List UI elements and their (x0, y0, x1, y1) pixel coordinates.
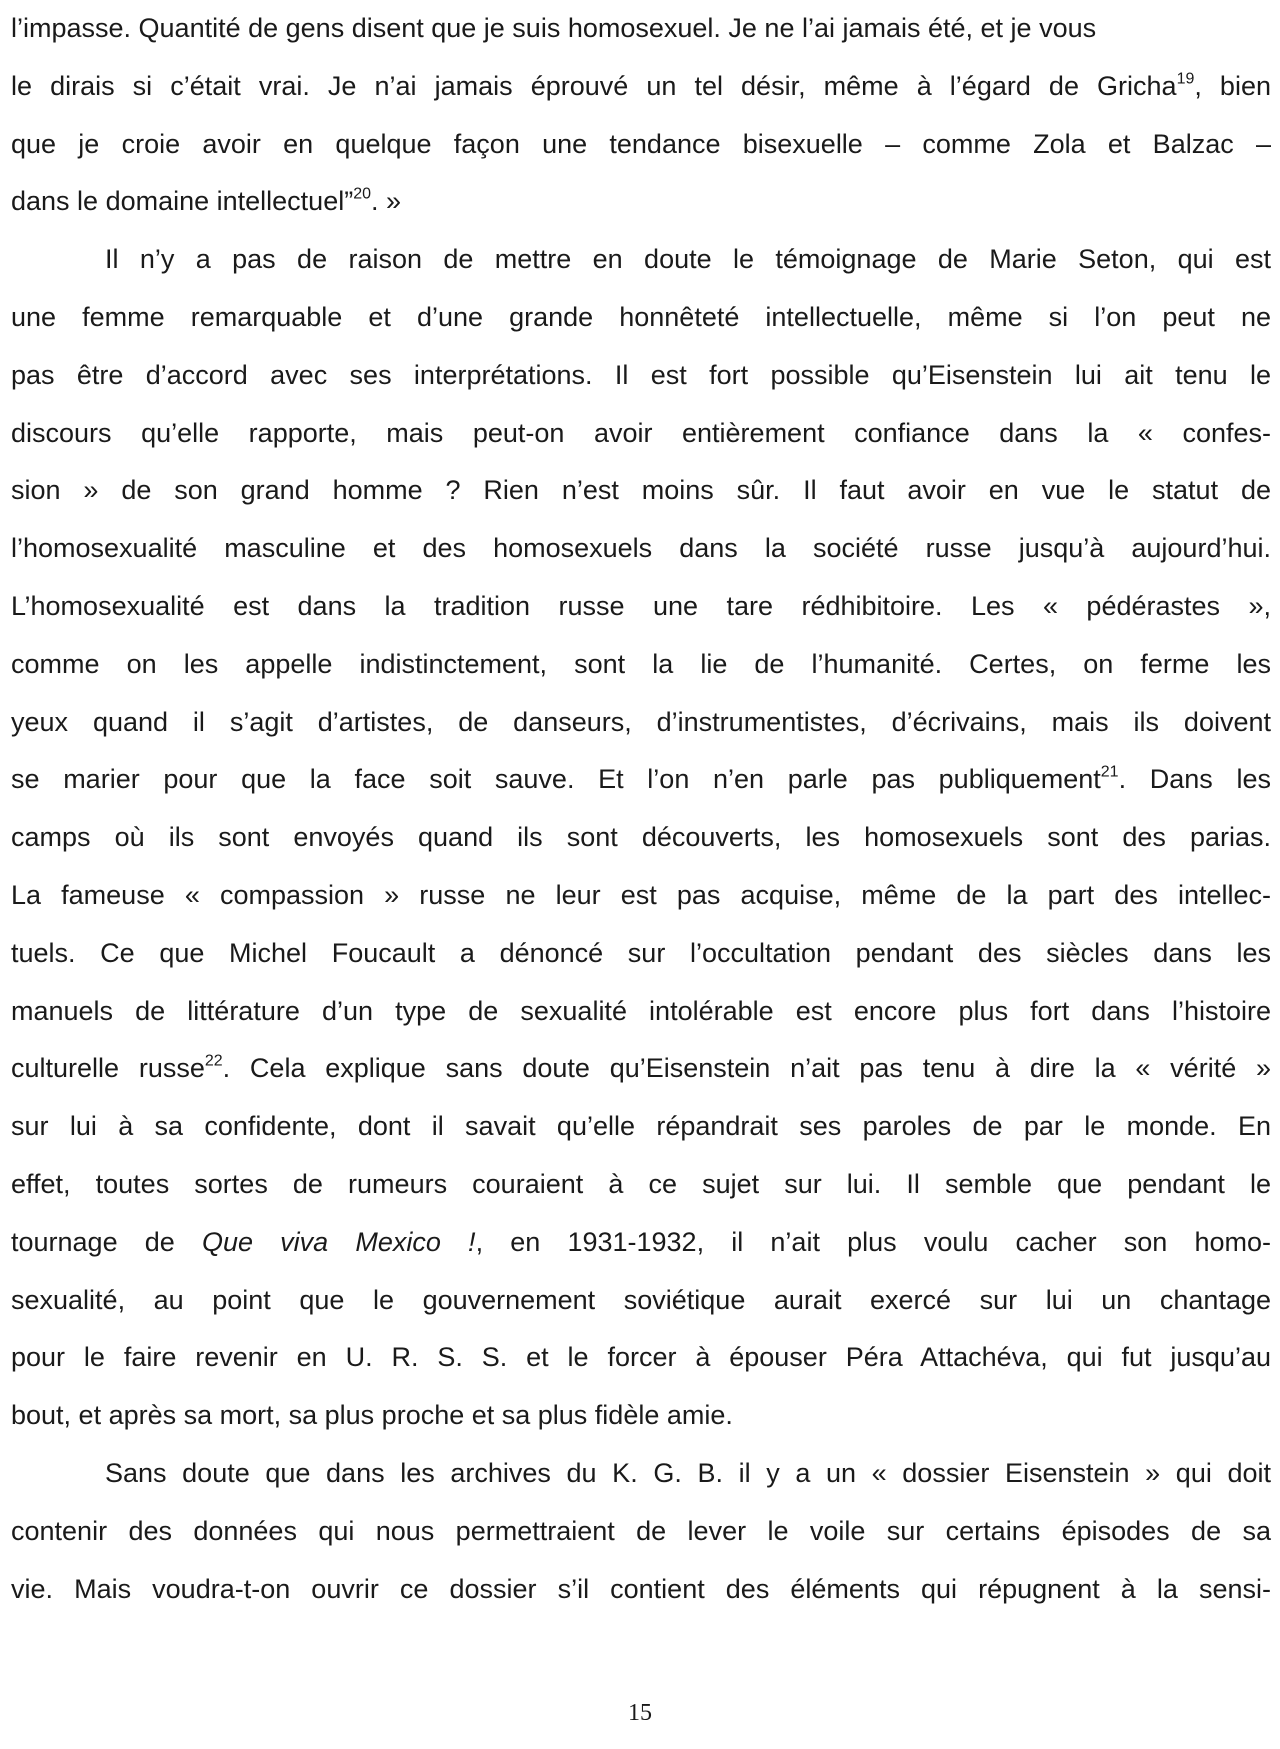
text-line (11, 289, 1271, 347)
text-line (11, 1156, 1271, 1214)
text-line-content: Il n’y a pas de raison de mettre en doute le témoignage de Marie Seton, qui est (105, 244, 1271, 275)
text-line-content: vie. Mais voudra-t-on ouvrir ce dossier s’il contient des éléments qui répugnent à la sensi- (11, 1573, 1271, 1604)
text-line (11, 1329, 1271, 1387)
text-line-content: dans le domaine intellectuel” (11, 186, 354, 217)
text-line (11, 520, 1271, 578)
footnote-ref: 22 (204, 1052, 223, 1070)
text-line-content: culturelle russe (11, 1053, 205, 1084)
text-line (11, 462, 1271, 520)
text-line-content: comme on les appelle indistinctement, sont la lie de l’humanité. Certes, on ferme les (11, 648, 1271, 679)
text-line-continuation: , bien (1194, 70, 1271, 101)
text-line (11, 0, 1271, 58)
italic-title: Que viva Mexico ! (201, 1226, 476, 1257)
text-line-content: sexualité, au point que le gouvernement soviétique aurait exercé sur lui un chantage (11, 1284, 1271, 1315)
text-line-continuation: . Cela explique sans doute qu’Eisenstein n’ait pas tenu à dire la « vérité » (222, 1053, 1271, 1084)
text-line-content: effet, toutes sortes de rumeurs couraient à ce sujet sur lui. Il semble que pendant le (11, 1168, 1271, 1199)
text-line-content: camps où ils sont envoyés quand ils sont découverts, les homosexuels sont des parias. (11, 822, 1271, 853)
text-line-continuation: . Dans les (1118, 764, 1271, 795)
text-line-content: L’homosexualité est dans la tradition russe une tare rédhibitoire. Les « pédérastes », (11, 590, 1271, 621)
text-line-content: que je croie avoir en quelque façon une tendance bisexuelle – comme Zola et Balzac – (11, 128, 1271, 159)
page-number: 15 (628, 1700, 652, 1726)
text-line (11, 1561, 1271, 1619)
text-line-content: pour le faire revenir en U. R. S. S. et le forcer à épouser Péra Attachéva, qui fut jusqu’au (11, 1342, 1271, 1373)
text-line (11, 1040, 1271, 1098)
text-line-content: discours qu’elle rapporte, mais peut-on avoir entièrement confiance dans la « confes- (11, 417, 1271, 448)
text-line-content: tuels. Ce que Michel Foucault a dénoncé sur l’occultation pendant des siècles dans les (11, 937, 1271, 968)
text-line (11, 983, 1271, 1041)
text-line (11, 1214, 1271, 1272)
text-line (11, 694, 1271, 752)
text-line-content: l’impasse. Quantité de gens disent que je suis homosexuel. Je ne l’ai jamais été, et je vous (11, 13, 1097, 43)
text-line (11, 578, 1271, 636)
page-body (11, 0, 1271, 1618)
body-text (11, 0, 1271, 1618)
text-line-content: manuels de littérature d’un type de sexualité intolérable est encore plus fort dans l’histoire (11, 995, 1271, 1026)
footnote-ref: 20 (353, 185, 372, 203)
footnote-ref: 21 (1100, 763, 1119, 781)
text-line-content: Sans doute que dans les archives du K. G. B. il y a un « dossier Eisenstein » qui doit (105, 1457, 1271, 1488)
text-line (11, 405, 1271, 463)
text-line-content: sur lui à sa confidente, dont il savait qu’elle répandrait ses paroles de par le monde. En (11, 1111, 1271, 1142)
text-line (11, 347, 1271, 405)
text-line-content: La fameuse « compassion » russe ne leur est pas acquise, même de la part des intellec- (11, 879, 1271, 910)
text-line-content: yeux quand il s’agit d’artistes, de danseurs, d’instrumentistes, d’écrivains, mais ils doivent (11, 706, 1271, 737)
text-line-content: sion » de son grand homme ? Rien n’est moins sûr. Il faut avoir en vue le statut de (11, 475, 1271, 506)
text-line (11, 1445, 1271, 1503)
text-line-content: se marier pour que la face soit sauve. Et l’on n’en parle pas publiquement (11, 764, 1101, 795)
text-line (11, 1098, 1271, 1156)
text-line-content: tournage de (11, 1226, 202, 1257)
text-line (11, 751, 1271, 809)
text-line (11, 925, 1271, 983)
text-line-content: l’homosexualité masculine et des homosexuels dans la société russe jusqu’à aujourd’hui. (11, 533, 1271, 564)
text-line-content: une femme remarquable et d’une grande honnêteté intellectuelle, même si l’on peut ne (11, 301, 1271, 332)
text-line-content: pas être d’accord avec ses interprétations. Il est fort possible qu’Eisenstein lui ait tenu le (11, 359, 1271, 390)
text-line (11, 636, 1271, 694)
text-line (11, 58, 1271, 116)
text-line (11, 1387, 1271, 1445)
text-line (11, 809, 1271, 867)
text-line-content: le dirais si c’était vrai. Je n’ai jamais éprouvé un tel désir, même à l’égard de Gricha (11, 70, 1177, 101)
text-line (11, 173, 1271, 231)
text-line (11, 1272, 1271, 1330)
text-line (11, 1503, 1271, 1561)
text-line-content: bout, et après sa mort, sa plus proche et sa plus fidèle amie. (11, 1400, 733, 1431)
text-line (11, 116, 1271, 174)
text-line (11, 231, 1271, 289)
footnote-ref: 19 (1176, 70, 1195, 88)
text-line-content: contenir des données qui nous permettraient de lever le voile sur certains épisodes de sa (11, 1515, 1271, 1546)
text-line-continuation: , en 1931-1932, il n’ait plus voulu cacher son homo- (475, 1226, 1271, 1257)
text-line-continuation: . » (371, 186, 402, 217)
text-line (11, 867, 1271, 925)
